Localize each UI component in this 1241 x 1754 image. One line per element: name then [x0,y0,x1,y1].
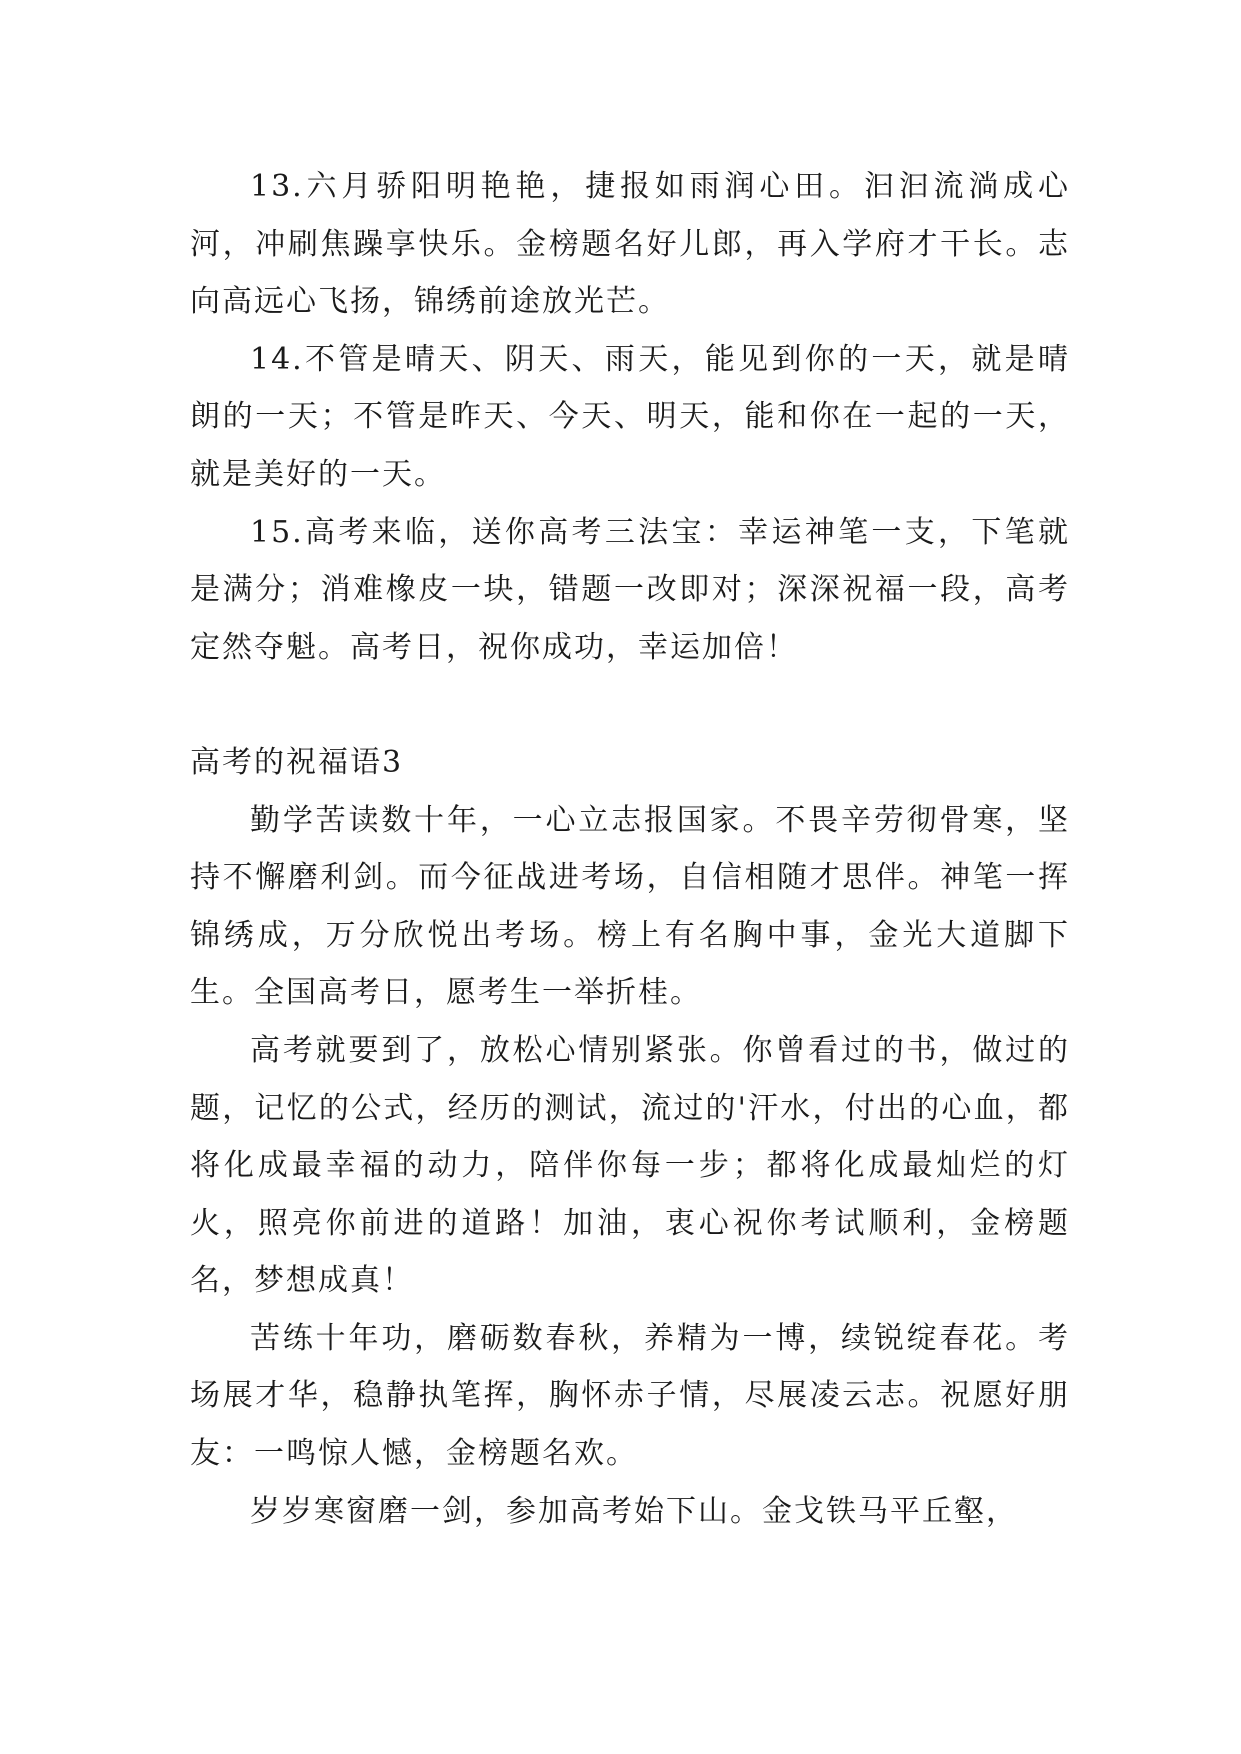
paragraph-wish-4: 岁岁寒窗磨一剑，参加高考始下山。金戈铁马平丘壑， [250,1493,1018,1529]
document-body [190,158,1070,1540]
paragraph-wish-2: 高考就要到了，放松心情别紧张。你曾看过的书，做过的题，记忆的公式，经历的测试，流过的'汗水，付出的心血，都将化成最幸福的动力，陪伴你每一步；都将化成最灿烂的灯火，照亮你前进的道路！加油，衷心祝你考试顺利，金榜题名，梦想成真！ [190,1032,1070,1299]
section-heading: 高考的祝福语3 [190,744,404,780]
paragraph-13: 13.六月骄阳明艳艳，捷报如雨润心田。汩汩流淌成心河，冲刷焦躁享快乐。金榜题名好儿郎，再入学府才干长。志向高远心飞扬，锦绣前途放光芒。 [190,169,1070,320]
paragraph-wish-3: 苦练十年功，磨砺数春秋，养精为一博，续锐绽春花。考场展才华，稳静执笔挥，胸怀赤子情，尽展凌云志。祝愿好朋友：一鸣惊人憾，金榜题名欢。 [190,1320,1070,1472]
paragraph-14: 14.不管是晴天、阴天、雨天，能见到你的一天，就是晴朗的一天；不管是昨天、今天、明天，能和你在一起的一天，就是美好的一天。 [190,341,1070,492]
paragraph-15: 15.高考来临，送你高考三法宝：幸运神笔一支，下笔就是满分；消难橡皮一块，错题一改即对；深深祝福一段，高考定然夺魁。高考日，祝你成功，幸运加倍！ [190,514,1070,665]
paragraph-wish-1: 勤学苦读数十年，一心立志报国家。不畏辛劳彻骨寒，坚持不懈磨利剑。而今征战进考场，自信相随才思伴。神笔一挥锦绣成，万分欣悦出考场。榜上有名胸中事，金光大道脚下生。全国高考日，愿考生一举折桂。 [190,802,1070,1011]
